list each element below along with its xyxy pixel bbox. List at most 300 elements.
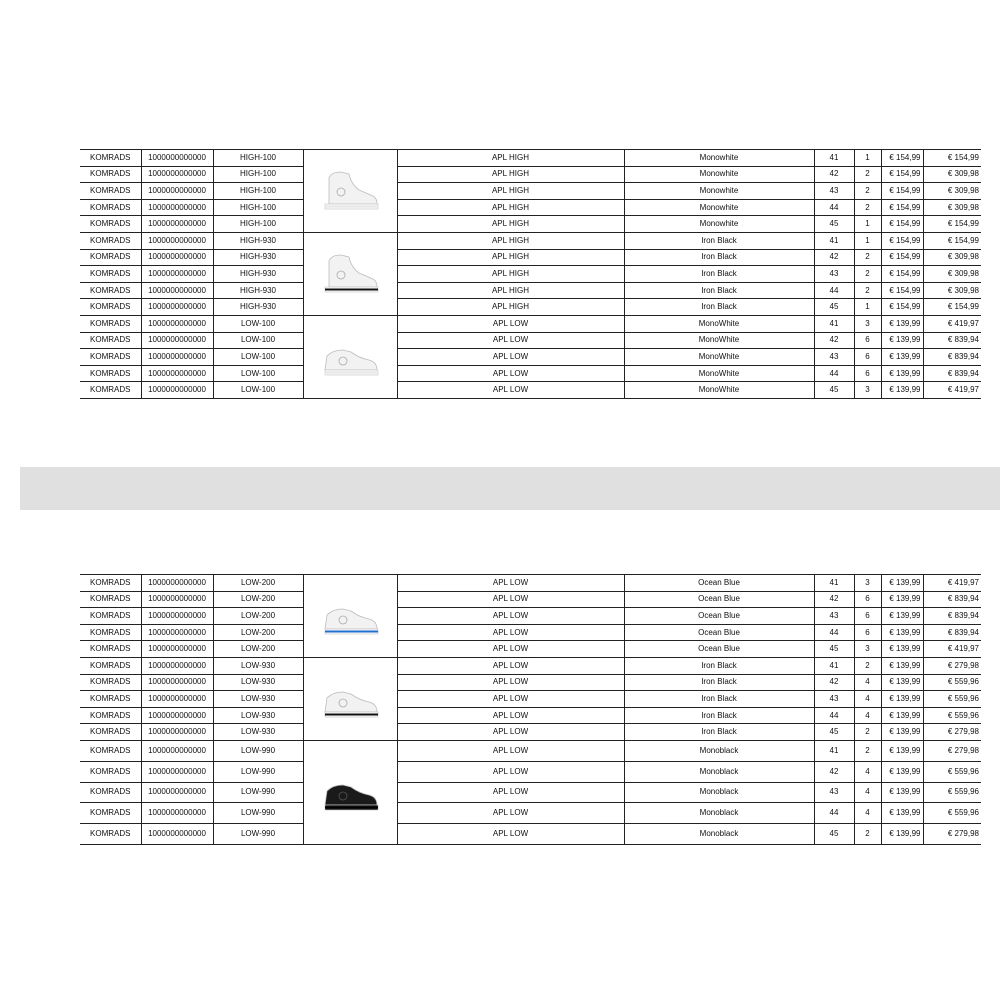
cell-total: € 279,98 xyxy=(923,657,981,674)
cell-price: € 139,99 xyxy=(881,782,923,803)
cell-sku: HIGH-100 xyxy=(213,166,303,183)
cell-color: Iron Black xyxy=(624,657,814,674)
cell-qty: 2 xyxy=(854,824,881,845)
cell-model: APL LOW xyxy=(397,641,624,658)
cell-price: € 139,99 xyxy=(881,608,923,625)
table-row xyxy=(80,349,981,366)
cell-qty: 4 xyxy=(854,674,881,691)
cell-ean: 1000000000000 xyxy=(141,657,213,674)
cell-brand: KOMRADS xyxy=(80,183,141,200)
cell-model: APL HIGH xyxy=(397,166,624,183)
cell-color: Monoblack xyxy=(624,824,814,845)
cell-qty: 2 xyxy=(854,282,881,299)
table-row xyxy=(80,315,981,332)
cell-brand: KOMRADS xyxy=(80,266,141,283)
cell-sku: HIGH-930 xyxy=(213,282,303,299)
cell-brand: KOMRADS xyxy=(80,166,141,183)
cell-price: € 139,99 xyxy=(881,657,923,674)
cell-total: € 309,98 xyxy=(923,249,981,266)
cell-price: € 139,99 xyxy=(881,624,923,641)
cell-sku: LOW-990 xyxy=(213,824,303,845)
cell-size: 43 xyxy=(814,691,854,708)
cell-size: 44 xyxy=(814,199,854,216)
cell-ean: 1000000000000 xyxy=(141,365,213,382)
cell-ean: 1000000000000 xyxy=(141,641,213,658)
cell-color: Monoblack xyxy=(624,803,814,824)
cell-sku: HIGH-930 xyxy=(213,249,303,266)
cell-size: 45 xyxy=(814,299,854,316)
cell-ean: 1000000000000 xyxy=(141,282,213,299)
cell-brand: KOMRADS xyxy=(80,332,141,349)
cell-total: € 559,96 xyxy=(923,707,981,724)
product-image xyxy=(303,315,397,398)
cell-qty: 4 xyxy=(854,691,881,708)
cell-color: MonoWhite xyxy=(624,382,814,399)
cell-sku: LOW-200 xyxy=(213,624,303,641)
table-row xyxy=(80,183,981,200)
cell-total: € 559,96 xyxy=(923,761,981,782)
product-image xyxy=(303,150,397,233)
cell-size: 43 xyxy=(814,782,854,803)
cell-color: MonoWhite xyxy=(624,349,814,366)
cell-total: € 419,97 xyxy=(923,382,981,399)
cell-qty: 4 xyxy=(854,782,881,803)
cell-ean: 1000000000000 xyxy=(141,216,213,233)
cell-sku: LOW-990 xyxy=(213,803,303,824)
cell-price: € 139,99 xyxy=(881,674,923,691)
cell-brand: KOMRADS xyxy=(80,349,141,366)
table-row xyxy=(80,282,981,299)
table-row xyxy=(80,624,981,641)
cell-price: € 139,99 xyxy=(881,575,923,592)
cell-ean: 1000000000000 xyxy=(141,199,213,216)
cell-qty: 2 xyxy=(854,657,881,674)
cell-color: Monowhite xyxy=(624,216,814,233)
cell-sku: LOW-100 xyxy=(213,365,303,382)
table-row xyxy=(80,657,981,674)
cell-sku: LOW-200 xyxy=(213,608,303,625)
cell-size: 42 xyxy=(814,332,854,349)
cell-total: € 309,98 xyxy=(923,199,981,216)
cell-ean: 1000000000000 xyxy=(141,249,213,266)
cell-color: Monowhite xyxy=(624,183,814,200)
cell-qty: 6 xyxy=(854,591,881,608)
cell-color: Iron Black xyxy=(624,674,814,691)
product-image xyxy=(303,575,397,658)
product-image xyxy=(303,657,397,740)
cell-total: € 559,96 xyxy=(923,674,981,691)
product-image xyxy=(303,740,397,844)
cell-brand: KOMRADS xyxy=(80,315,141,332)
cell-total: € 839,94 xyxy=(923,608,981,625)
cell-qty: 1 xyxy=(854,299,881,316)
cell-size: 42 xyxy=(814,674,854,691)
cell-total: € 419,97 xyxy=(923,641,981,658)
cell-brand: KOMRADS xyxy=(80,575,141,592)
cell-brand: KOMRADS xyxy=(80,724,141,741)
product-image xyxy=(303,232,397,315)
cell-brand: KOMRADS xyxy=(80,782,141,803)
cell-price: € 154,99 xyxy=(881,199,923,216)
table-row xyxy=(80,724,981,741)
cell-color: Ocean Blue xyxy=(624,591,814,608)
cell-size: 45 xyxy=(814,382,854,399)
cell-ean: 1000000000000 xyxy=(141,707,213,724)
cell-color: Iron Black xyxy=(624,724,814,741)
cell-size: 42 xyxy=(814,591,854,608)
cell-size: 43 xyxy=(814,608,854,625)
cell-qty: 4 xyxy=(854,803,881,824)
table-row xyxy=(80,641,981,658)
cell-price: € 139,99 xyxy=(881,349,923,366)
cell-ean: 1000000000000 xyxy=(141,724,213,741)
cell-ean: 1000000000000 xyxy=(141,299,213,316)
cell-color: MonoWhite xyxy=(624,365,814,382)
cell-brand: KOMRADS xyxy=(80,740,141,761)
cell-sku: LOW-100 xyxy=(213,382,303,399)
cell-model: APL HIGH xyxy=(397,150,624,167)
cell-brand: KOMRADS xyxy=(80,657,141,674)
white-low-top-blue-sole-sneaker-icon xyxy=(319,593,381,639)
cell-price: € 154,99 xyxy=(881,282,923,299)
table-row xyxy=(80,249,981,266)
cell-model: APL LOW xyxy=(397,349,624,366)
cell-size: 44 xyxy=(814,803,854,824)
cell-model: APL HIGH xyxy=(397,199,624,216)
cell-total: € 839,94 xyxy=(923,349,981,366)
cell-color: Ocean Blue xyxy=(624,608,814,625)
cell-qty: 2 xyxy=(854,266,881,283)
cell-model: APL LOW xyxy=(397,724,624,741)
table-row xyxy=(80,691,981,708)
cell-ean: 1000000000000 xyxy=(141,782,213,803)
cell-qty: 1 xyxy=(854,232,881,249)
cell-model: APL HIGH xyxy=(397,266,624,283)
table-row xyxy=(80,761,981,782)
order-table-top xyxy=(80,149,981,399)
cell-qty: 4 xyxy=(854,707,881,724)
cell-total: € 154,99 xyxy=(923,299,981,316)
cell-brand: KOMRADS xyxy=(80,608,141,625)
cell-sku: HIGH-100 xyxy=(213,216,303,233)
cell-model: APL LOW xyxy=(397,382,624,399)
white-low-top-sneaker-icon xyxy=(319,334,381,380)
cell-model: APL LOW xyxy=(397,332,624,349)
cell-model: APL HIGH xyxy=(397,249,624,266)
cell-qty: 2 xyxy=(854,166,881,183)
cell-total: € 419,97 xyxy=(923,315,981,332)
cell-price: € 139,99 xyxy=(881,382,923,399)
table-row xyxy=(80,365,981,382)
table-row xyxy=(80,740,981,761)
cell-color: MonoWhite xyxy=(624,315,814,332)
cell-ean: 1000000000000 xyxy=(141,824,213,845)
cell-color: Iron Black xyxy=(624,249,814,266)
cell-brand: KOMRADS xyxy=(80,216,141,233)
cell-size: 44 xyxy=(814,282,854,299)
table-row xyxy=(80,232,981,249)
cell-brand: KOMRADS xyxy=(80,299,141,316)
cell-ean: 1000000000000 xyxy=(141,315,213,332)
cell-price: € 139,99 xyxy=(881,315,923,332)
cell-brand: KOMRADS xyxy=(80,249,141,266)
cell-price: € 139,99 xyxy=(881,724,923,741)
cell-qty: 3 xyxy=(854,575,881,592)
cell-sku: LOW-200 xyxy=(213,641,303,658)
cell-total: € 559,96 xyxy=(923,803,981,824)
table-row xyxy=(80,299,981,316)
cell-total: € 839,94 xyxy=(923,624,981,641)
cell-sku: LOW-930 xyxy=(213,691,303,708)
cell-model: APL LOW xyxy=(397,674,624,691)
cell-sku: LOW-990 xyxy=(213,761,303,782)
cell-sku: LOW-990 xyxy=(213,740,303,761)
table-row xyxy=(80,382,981,399)
cell-model: APL LOW xyxy=(397,608,624,625)
page-separator-band xyxy=(20,467,1000,510)
cell-qty: 2 xyxy=(854,183,881,200)
cell-qty: 2 xyxy=(854,740,881,761)
cell-qty: 6 xyxy=(854,624,881,641)
cell-color: Iron Black xyxy=(624,691,814,708)
cell-sku: LOW-100 xyxy=(213,349,303,366)
white-low-top-black-sole-sneaker-icon xyxy=(319,676,381,722)
table-row xyxy=(80,166,981,183)
cell-price: € 154,99 xyxy=(881,150,923,167)
cell-sku: LOW-930 xyxy=(213,707,303,724)
cell-brand: KOMRADS xyxy=(80,232,141,249)
cell-brand: KOMRADS xyxy=(80,824,141,845)
cell-size: 43 xyxy=(814,183,854,200)
cell-ean: 1000000000000 xyxy=(141,761,213,782)
cell-color: Monoblack xyxy=(624,740,814,761)
cell-price: € 139,99 xyxy=(881,332,923,349)
cell-total: € 839,94 xyxy=(923,365,981,382)
cell-brand: KOMRADS xyxy=(80,199,141,216)
cell-size: 44 xyxy=(814,707,854,724)
cell-model: APL LOW xyxy=(397,740,624,761)
table-row xyxy=(80,707,981,724)
cell-brand: KOMRADS xyxy=(80,150,141,167)
cell-ean: 1000000000000 xyxy=(141,740,213,761)
cell-size: 41 xyxy=(814,740,854,761)
cell-total: € 309,98 xyxy=(923,183,981,200)
cell-model: APL HIGH xyxy=(397,216,624,233)
cell-qty: 2 xyxy=(854,724,881,741)
cell-ean: 1000000000000 xyxy=(141,575,213,592)
cell-total: € 839,94 xyxy=(923,591,981,608)
cell-total: € 839,94 xyxy=(923,332,981,349)
cell-color: Monowhite xyxy=(624,199,814,216)
cell-ean: 1000000000000 xyxy=(141,691,213,708)
cell-color: Ocean Blue xyxy=(624,575,814,592)
cell-sku: HIGH-930 xyxy=(213,232,303,249)
cell-size: 42 xyxy=(814,166,854,183)
cell-model: APL LOW xyxy=(397,575,624,592)
cell-total: € 419,97 xyxy=(923,575,981,592)
cell-model: APL HIGH xyxy=(397,299,624,316)
cell-size: 45 xyxy=(814,824,854,845)
cell-qty: 3 xyxy=(854,315,881,332)
cell-price: € 139,99 xyxy=(881,707,923,724)
cell-color: Iron Black xyxy=(624,282,814,299)
cell-ean: 1000000000000 xyxy=(141,803,213,824)
cell-qty: 3 xyxy=(854,382,881,399)
cell-ean: 1000000000000 xyxy=(141,624,213,641)
cell-sku: LOW-930 xyxy=(213,657,303,674)
cell-total: € 279,98 xyxy=(923,724,981,741)
cell-model: APL LOW xyxy=(397,691,624,708)
cell-size: 41 xyxy=(814,150,854,167)
cell-ean: 1000000000000 xyxy=(141,266,213,283)
cell-size: 41 xyxy=(814,575,854,592)
cell-color: Iron Black xyxy=(624,707,814,724)
cell-size: 45 xyxy=(814,641,854,658)
cell-brand: KOMRADS xyxy=(80,691,141,708)
table-row xyxy=(80,782,981,803)
cell-color: Iron Black xyxy=(624,299,814,316)
cell-model: APL LOW xyxy=(397,761,624,782)
cell-total: € 154,99 xyxy=(923,150,981,167)
cell-qty: 6 xyxy=(854,349,881,366)
cell-price: € 139,99 xyxy=(881,803,923,824)
cell-sku: LOW-100 xyxy=(213,315,303,332)
cell-total: € 559,96 xyxy=(923,691,981,708)
cell-total: € 154,99 xyxy=(923,232,981,249)
cell-price: € 139,99 xyxy=(881,740,923,761)
cell-sku: LOW-930 xyxy=(213,674,303,691)
cell-ean: 1000000000000 xyxy=(141,183,213,200)
black-low-top-sneaker-icon xyxy=(319,769,381,815)
cell-price: € 139,99 xyxy=(881,641,923,658)
cell-color: Ocean Blue xyxy=(624,624,814,641)
cell-model: APL LOW xyxy=(397,803,624,824)
cell-total: € 309,98 xyxy=(923,166,981,183)
cell-model: APL LOW xyxy=(397,657,624,674)
cell-brand: KOMRADS xyxy=(80,624,141,641)
order-table-bottom xyxy=(80,574,981,845)
cell-size: 43 xyxy=(814,349,854,366)
cell-ean: 1000000000000 xyxy=(141,674,213,691)
white-high-top-sneaker-icon xyxy=(319,168,381,214)
cell-qty: 6 xyxy=(854,332,881,349)
cell-model: APL HIGH xyxy=(397,282,624,299)
cell-sku: HIGH-930 xyxy=(213,299,303,316)
cell-qty: 2 xyxy=(854,199,881,216)
cell-model: APL LOW xyxy=(397,315,624,332)
cell-qty: 4 xyxy=(854,761,881,782)
cell-brand: KOMRADS xyxy=(80,803,141,824)
cell-sku: LOW-100 xyxy=(213,332,303,349)
cell-qty: 1 xyxy=(854,216,881,233)
cell-size: 43 xyxy=(814,266,854,283)
cell-total: € 559,96 xyxy=(923,782,981,803)
cell-sku: HIGH-930 xyxy=(213,266,303,283)
table-row xyxy=(80,824,981,845)
cell-brand: KOMRADS xyxy=(80,282,141,299)
cell-price: € 139,99 xyxy=(881,591,923,608)
cell-size: 45 xyxy=(814,724,854,741)
cell-price: € 154,99 xyxy=(881,183,923,200)
cell-ean: 1000000000000 xyxy=(141,382,213,399)
cell-size: 44 xyxy=(814,624,854,641)
cell-color: Ocean Blue xyxy=(624,641,814,658)
cell-size: 41 xyxy=(814,315,854,332)
cell-sku: HIGH-100 xyxy=(213,150,303,167)
cell-color: MonoWhite xyxy=(624,332,814,349)
cell-model: APL LOW xyxy=(397,624,624,641)
cell-brand: KOMRADS xyxy=(80,365,141,382)
cell-sku: HIGH-100 xyxy=(213,183,303,200)
cell-sku: LOW-200 xyxy=(213,575,303,592)
cell-price: € 139,99 xyxy=(881,691,923,708)
cell-color: Monoblack xyxy=(624,782,814,803)
cell-sku: LOW-990 xyxy=(213,782,303,803)
table-row xyxy=(80,674,981,691)
cell-color: Monoblack xyxy=(624,761,814,782)
cell-price: € 139,99 xyxy=(881,761,923,782)
cell-sku: HIGH-100 xyxy=(213,199,303,216)
cell-total: € 279,98 xyxy=(923,740,981,761)
cell-size: 41 xyxy=(814,657,854,674)
cell-size: 41 xyxy=(814,232,854,249)
cell-brand: KOMRADS xyxy=(80,641,141,658)
cell-model: APL HIGH xyxy=(397,183,624,200)
cell-qty: 6 xyxy=(854,608,881,625)
white-high-top-black-sole-sneaker-icon xyxy=(319,251,381,297)
cell-size: 44 xyxy=(814,365,854,382)
table-row xyxy=(80,575,981,592)
cell-ean: 1000000000000 xyxy=(141,332,213,349)
cell-size: 45 xyxy=(814,216,854,233)
cell-ean: 1000000000000 xyxy=(141,232,213,249)
cell-color: Monowhite xyxy=(624,150,814,167)
cell-price: € 154,99 xyxy=(881,166,923,183)
cell-color: Iron Black xyxy=(624,266,814,283)
cell-price: € 154,99 xyxy=(881,249,923,266)
cell-qty: 1 xyxy=(854,150,881,167)
cell-color: Monowhite xyxy=(624,166,814,183)
table-row xyxy=(80,803,981,824)
cell-ean: 1000000000000 xyxy=(141,608,213,625)
cell-model: APL LOW xyxy=(397,782,624,803)
cell-ean: 1000000000000 xyxy=(141,591,213,608)
cell-price: € 154,99 xyxy=(881,266,923,283)
cell-model: APL LOW xyxy=(397,707,624,724)
table-row xyxy=(80,332,981,349)
table-row xyxy=(80,216,981,233)
cell-qty: 3 xyxy=(854,641,881,658)
cell-price: € 139,99 xyxy=(881,824,923,845)
cell-total: € 279,98 xyxy=(923,824,981,845)
cell-price: € 139,99 xyxy=(881,365,923,382)
cell-brand: KOMRADS xyxy=(80,382,141,399)
cell-model: APL LOW xyxy=(397,365,624,382)
cell-total: € 154,99 xyxy=(923,216,981,233)
table-row xyxy=(80,266,981,283)
cell-ean: 1000000000000 xyxy=(141,349,213,366)
cell-total: € 309,98 xyxy=(923,266,981,283)
cell-sku: LOW-200 xyxy=(213,591,303,608)
cell-model: APL HIGH xyxy=(397,232,624,249)
cell-color: Iron Black xyxy=(624,232,814,249)
cell-brand: KOMRADS xyxy=(80,591,141,608)
cell-model: APL LOW xyxy=(397,591,624,608)
cell-ean: 1000000000000 xyxy=(141,166,213,183)
cell-brand: KOMRADS xyxy=(80,674,141,691)
cell-price: € 154,99 xyxy=(881,299,923,316)
cell-qty: 2 xyxy=(854,249,881,266)
